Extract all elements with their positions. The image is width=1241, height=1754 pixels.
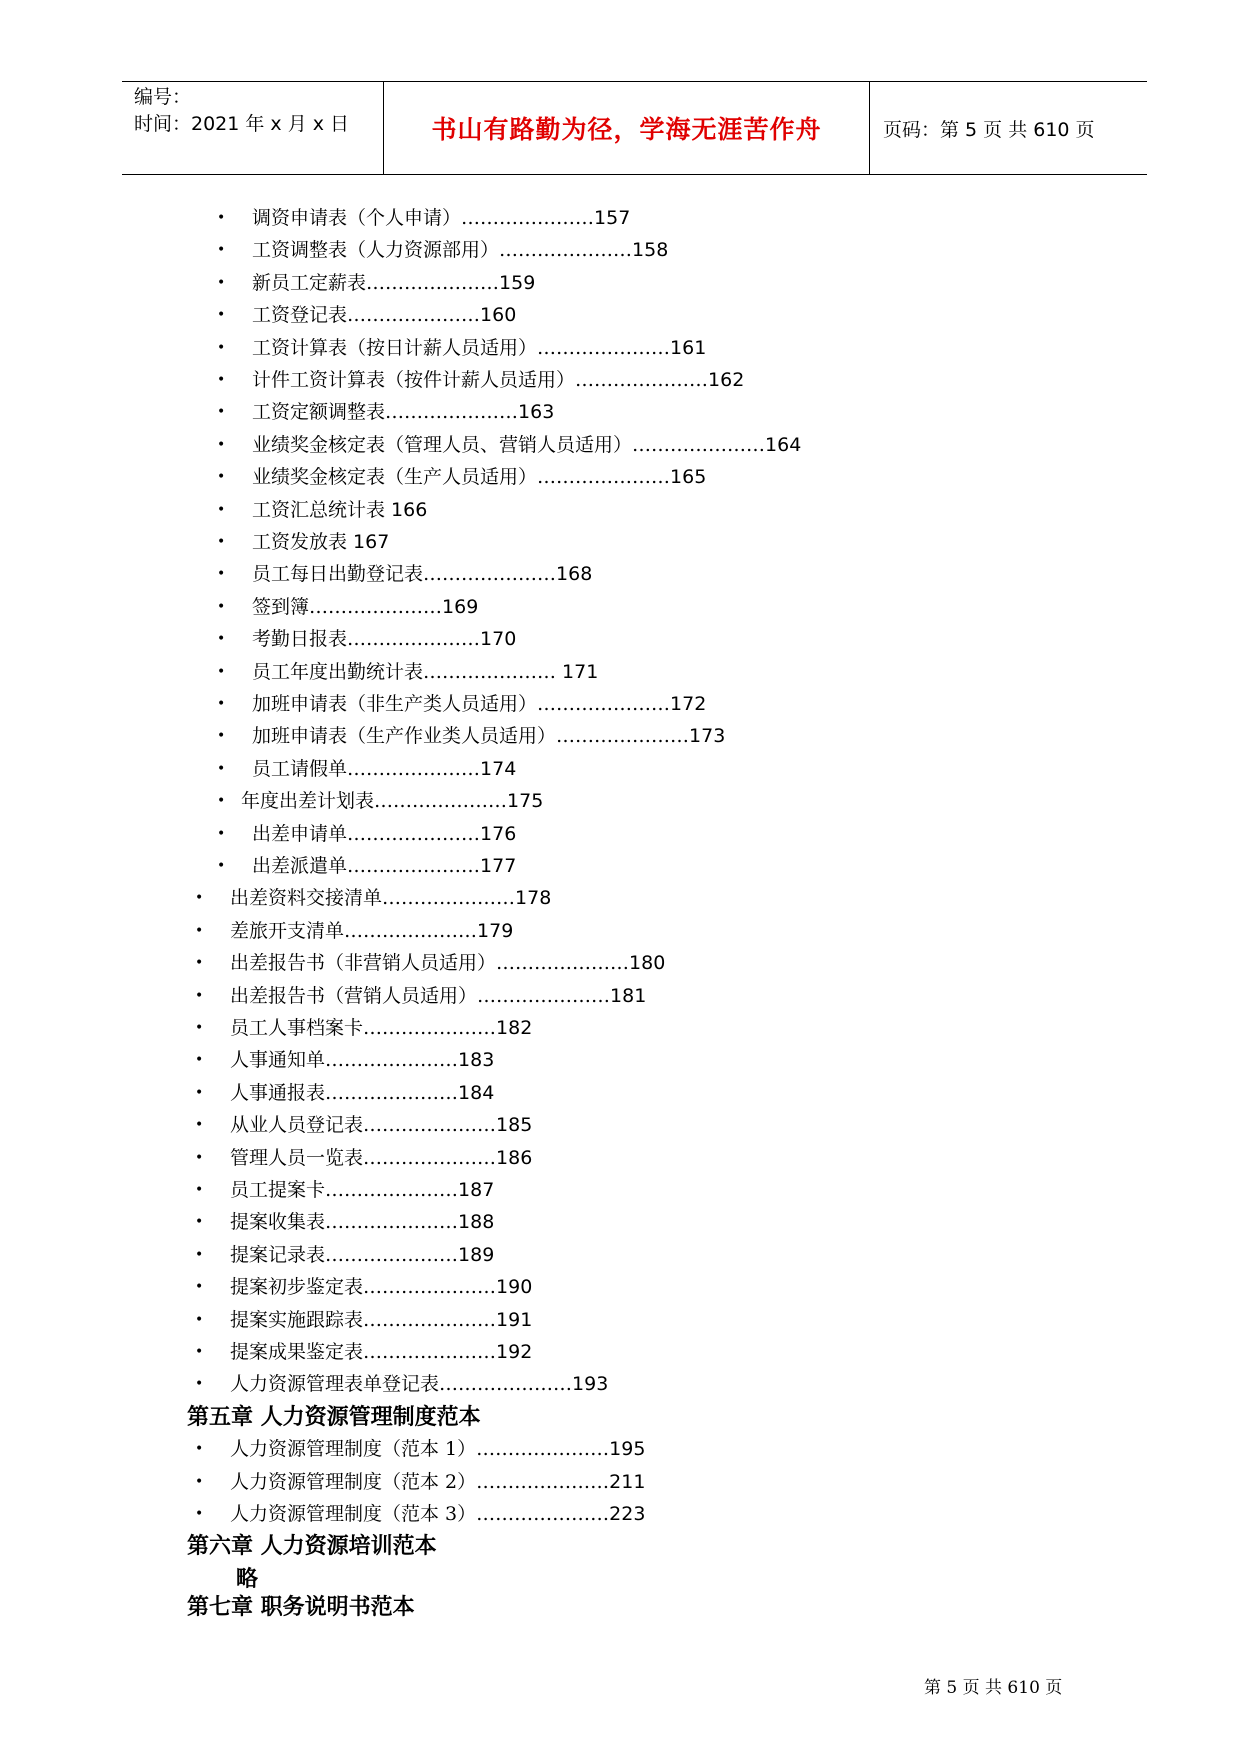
bullet-icon: • xyxy=(195,1214,204,1231)
toc-item-label: 提案收集表………………… xyxy=(230,1211,459,1234)
bullet-icon: • xyxy=(195,1117,204,1134)
toc-item-label: 人力资源管理制度（范本 1）………………… xyxy=(230,1438,610,1461)
bullet-icon: • xyxy=(217,566,226,583)
toc-item-page: 161 xyxy=(670,336,707,359)
toc-item-page: 185 xyxy=(496,1114,533,1137)
toc-item-page: 173 xyxy=(689,725,726,748)
toc-item-label: 出差派遣单………………… xyxy=(252,855,481,877)
bullet-icon: • xyxy=(195,1182,204,1198)
bullet-icon: • xyxy=(195,1020,204,1036)
bullet-icon: • xyxy=(195,1052,204,1069)
toc-item-label: 工资登记表………………… xyxy=(252,304,481,327)
toc-item-label: 提案成果鉴定表………………… xyxy=(230,1341,497,1363)
toc-item-label: 员工提案卡………………… xyxy=(230,1179,459,1201)
toc-item-page: 192 xyxy=(496,1341,533,1363)
bullet-icon: • xyxy=(195,1279,204,1296)
toc-item-page: 183 xyxy=(458,1049,495,1072)
toc-item-page: 163 xyxy=(518,401,555,424)
toc-item-label: 员工人事档案卡………………… xyxy=(230,1017,497,1039)
toc-item-page: 168 xyxy=(556,563,593,586)
bullet-icon: • xyxy=(217,631,226,648)
bullet-icon: • xyxy=(195,1441,204,1458)
toc-item-page: 169 xyxy=(442,595,479,618)
toc-item-label: 业绩奖金核定表（管理人员、营销人员适用）………………… xyxy=(252,433,766,456)
bullet-icon: • xyxy=(195,1506,204,1522)
toc-item-label: 出差报告书（营销人员适用）………………… xyxy=(230,984,611,1007)
toc-item-label: 业绩奖金核定表（生产人员适用）………………… xyxy=(252,466,671,489)
bullet-icon: • xyxy=(195,1344,204,1360)
toc-item-label: 调资申请表（个人申请）………………… xyxy=(252,207,595,229)
bullet-icon: • xyxy=(217,469,226,486)
toc-item-label: 加班申请表（生产作业类人员适用）………………… xyxy=(252,725,690,748)
toc-item-label: 考勤日报表………………… xyxy=(252,628,481,651)
toc-item-label: 工资汇总统计表 xyxy=(252,498,392,521)
bullet-icon: • xyxy=(217,436,226,453)
toc-item-page: 165 xyxy=(670,466,707,489)
toc-item-label: 提案实施跟踪表………………… xyxy=(230,1308,497,1331)
bullet-icon: • xyxy=(217,307,226,324)
toc-item-page: 158 xyxy=(632,239,669,262)
toc-item-page: 170 xyxy=(480,628,517,651)
toc-item-label: 人事通报表………………… xyxy=(230,1081,459,1104)
chapter-heading: 第七章 职务说明书范本 xyxy=(187,1594,415,1621)
toc-item-page: 193 xyxy=(572,1373,609,1396)
bullet-icon: • xyxy=(195,1149,204,1166)
bullet-icon: • xyxy=(195,1246,204,1263)
bullet-icon: • xyxy=(195,955,204,972)
toc-item-page: 159 xyxy=(499,271,536,294)
toc-item-label: 计件工资计算表（按件计薪人员适用）………………… xyxy=(252,369,709,391)
toc-item-page: 167 xyxy=(353,531,390,553)
toc-item-label: 加班申请表（非生产类人员适用）………………… xyxy=(252,693,671,715)
toc-item-page: 180 xyxy=(629,952,666,975)
toc-item-label: 员工每日出勤登记表………………… xyxy=(252,563,557,586)
header-meta xyxy=(134,82,384,174)
toc-item-label: 从业人员登记表………………… xyxy=(230,1114,497,1137)
toc-item-page: 166 xyxy=(391,498,428,521)
bullet-icon: • xyxy=(217,274,226,291)
toc-item-label: 签到簿………………… xyxy=(252,595,443,618)
chapter-heading: 第六章 人力资源培训范本 xyxy=(187,1533,437,1560)
bullet-icon: • xyxy=(195,1084,204,1101)
header-page-info: 页码：第 5 页 共 610 页 xyxy=(883,118,1095,141)
bullet-icon: • xyxy=(217,598,226,615)
toc-item-label: 年度出差计划表………………… xyxy=(241,790,508,813)
bullet-icon: • xyxy=(217,534,226,550)
toc-item-page: 176 xyxy=(480,822,517,845)
toc-item-page: 164 xyxy=(765,433,802,456)
header-motto: 书山有路勤为径，学海无涯苦作舟 xyxy=(431,115,822,144)
toc-item-page: 190 xyxy=(496,1276,533,1299)
toc-item-page: 186 xyxy=(496,1146,533,1169)
bullet-icon: • xyxy=(217,728,226,745)
toc-item-label: 员工年度出勤统计表………………… xyxy=(252,660,563,683)
toc-item-label: 人事通知单………………… xyxy=(230,1049,459,1072)
toc-item-page: 178 xyxy=(515,887,552,910)
bullet-icon: • xyxy=(217,210,226,226)
chapter-note: 略 xyxy=(236,1565,259,1592)
toc-item-label: 提案记录表………………… xyxy=(230,1243,459,1266)
number-label: 编号： xyxy=(134,86,192,108)
toc-item-page: 160 xyxy=(480,304,517,327)
toc-item-label: 出差申请单………………… xyxy=(252,822,481,845)
bullet-icon: • xyxy=(217,339,226,356)
bullet-icon: • xyxy=(195,1376,204,1393)
toc-item-page: 189 xyxy=(458,1243,495,1266)
toc-item-label: 人力资源管理表单登记表………………… xyxy=(230,1373,573,1396)
toc-item-label: 员工请假单………………… xyxy=(252,757,481,780)
toc-item-page: 188 xyxy=(458,1211,495,1234)
chapter-heading: 第五章 人力资源管理制度范本 xyxy=(187,1403,481,1430)
bullet-icon: • xyxy=(217,404,226,421)
bullet-icon: • xyxy=(217,242,226,259)
bullet-icon: • xyxy=(217,663,226,680)
toc-item-label: 差旅开支清单………………… xyxy=(230,919,478,942)
toc-item-page: 181 xyxy=(610,984,647,1007)
header-motto-cell xyxy=(383,82,870,174)
toc-item-label: 出差资料交接清单………………… xyxy=(230,887,516,910)
page-footer: 第 5 页 共 610 页 xyxy=(924,1678,1063,1698)
toc-item-page: 223 xyxy=(609,1503,646,1525)
toc-item-label: 人力资源管理制度（范本 2）………………… xyxy=(230,1470,610,1493)
toc-item-page: 187 xyxy=(458,1179,495,1201)
toc-item-page: 179 xyxy=(477,919,514,942)
toc-item-page: 184 xyxy=(458,1081,495,1104)
bullet-icon: • xyxy=(195,1311,204,1328)
toc-item-label: 工资计算表（按日计薪人员适用）………………… xyxy=(252,336,671,359)
bullet-icon: • xyxy=(217,825,226,842)
toc-item-label: 新员工定薪表………………… xyxy=(252,271,500,294)
bullet-icon: • xyxy=(217,760,226,777)
toc-item-page: 177 xyxy=(480,855,517,877)
toc-item-page: 171 xyxy=(562,660,599,683)
bullet-icon: • xyxy=(217,372,226,388)
toc-item-label: 工资调整表（人力资源部用）………………… xyxy=(252,239,633,262)
toc-item-page: 175 xyxy=(507,790,544,813)
toc-item-label: 提案初步鉴定表………………… xyxy=(230,1276,497,1299)
toc-item-label: 人力资源管理制度（范本 3）………………… xyxy=(230,1503,610,1525)
bullet-icon: • xyxy=(195,922,204,939)
bullet-icon: • xyxy=(195,890,204,907)
toc-item-label: 工资定额调整表………………… xyxy=(252,401,519,424)
time-label: 时间：2021 年 x 月 x 日 xyxy=(134,113,350,135)
toc-item-page: 174 xyxy=(480,757,517,780)
bullet-icon: • xyxy=(195,987,204,1004)
toc-item-page: 182 xyxy=(496,1017,533,1039)
bullet-icon: • xyxy=(217,696,226,712)
bullet-icon: • xyxy=(217,793,226,810)
toc-item-label: 管理人员一览表………………… xyxy=(230,1146,497,1169)
toc-item-page: 195 xyxy=(609,1438,646,1461)
toc-item-page: 211 xyxy=(609,1470,646,1493)
bullet-icon: • xyxy=(217,501,226,518)
page-header xyxy=(122,81,1147,175)
toc-item-page: 157 xyxy=(594,207,631,229)
toc-item-page: 172 xyxy=(670,693,707,715)
toc-item-page: 162 xyxy=(708,369,745,391)
bullet-icon: • xyxy=(195,1473,204,1490)
toc-item-label: 出差报告书（非营销人员适用）………………… xyxy=(230,952,630,975)
bullet-icon: • xyxy=(217,858,226,874)
toc-item-label: 工资发放表 xyxy=(252,531,354,553)
toc-item-page: 191 xyxy=(496,1308,533,1331)
